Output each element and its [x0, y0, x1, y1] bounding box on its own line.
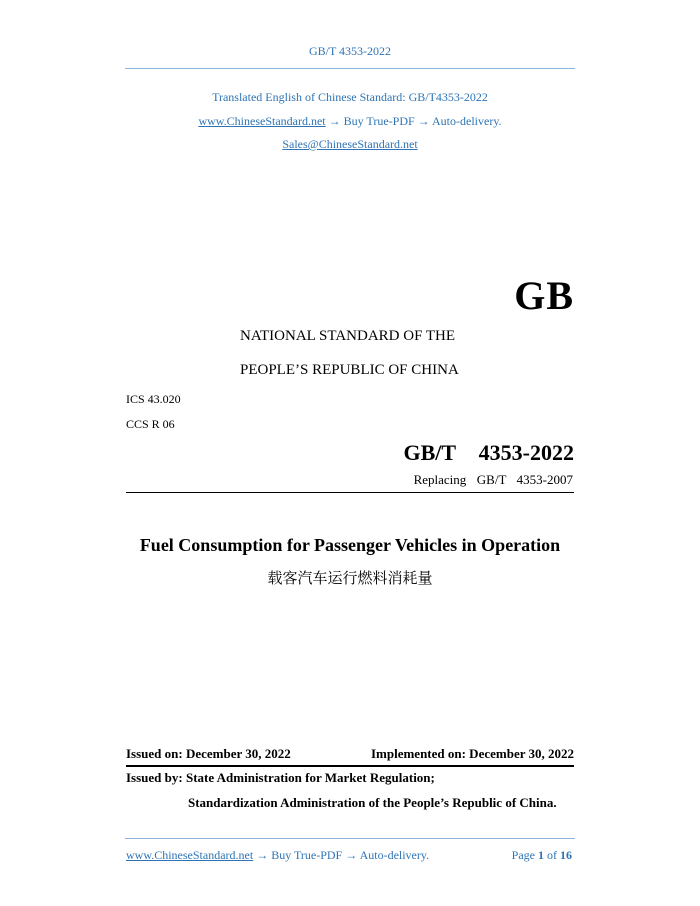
replacing-standard: Replacing GB/T 4353-2007 [413, 472, 573, 487]
chinese-standard-site-link[interactable]: www.ChineseStandard.net [198, 114, 326, 128]
promo-buy-line [0, 114, 700, 129]
standard-number-divider [126, 492, 574, 493]
ccs-code: CCS R 06 [126, 417, 175, 431]
sales-email-link[interactable]: Sales@ChineseStandard.net [282, 137, 418, 151]
promo-email-line [0, 137, 700, 152]
national-standard-line-1: NATIONAL STANDARD OF THE [240, 328, 456, 344]
footer-site-link[interactable]: www.ChineseStandard.net [126, 848, 254, 862]
gb-mark: GB [514, 273, 574, 318]
document-title-english: Fuel Consumption for Passenger Vehicles in Operation [139, 535, 561, 555]
page-label: Page [511, 848, 535, 862]
page-counter [512, 848, 572, 863]
ics-code: ICS 43.020 [126, 392, 181, 406]
document-title-chinese: 载客汽车运行燃料消耗量 [267, 569, 433, 587]
promo-buy-text: → Buy True-PDF → Auto-delivery. [325, 114, 502, 128]
page-total: 16 [560, 848, 572, 862]
implemented-on-date: Implemented on: December 30, 2022 [370, 746, 574, 761]
national-standard-line-2: PEOPLE’S REPUBLIC OF CHINA [240, 362, 459, 378]
promo-translation-line: Translated English of Chinese Standard: GB/T4353-2022 [212, 90, 488, 104]
issue-divider [126, 765, 574, 767]
of-label: of [547, 848, 557, 862]
issued-by-line-2: Standardization Administration of the People’s Republic of China. [188, 795, 557, 810]
issued-by-line-1: Issued by: State Administration for Market Regulation; [126, 770, 435, 785]
issued-on-date: Issued on: December 30, 2022 [126, 746, 291, 761]
footer-promo [126, 848, 429, 863]
footer-divider [125, 838, 575, 839]
footer-buy-text: → Buy True-PDF → Auto-delivery. [253, 848, 430, 862]
standard-number: GB/T 4353-2022 [403, 440, 574, 465]
page-number: 1 [538, 848, 544, 862]
header-divider [125, 68, 575, 69]
header-standard-code: GB/T 4353-2022 [308, 44, 392, 58]
